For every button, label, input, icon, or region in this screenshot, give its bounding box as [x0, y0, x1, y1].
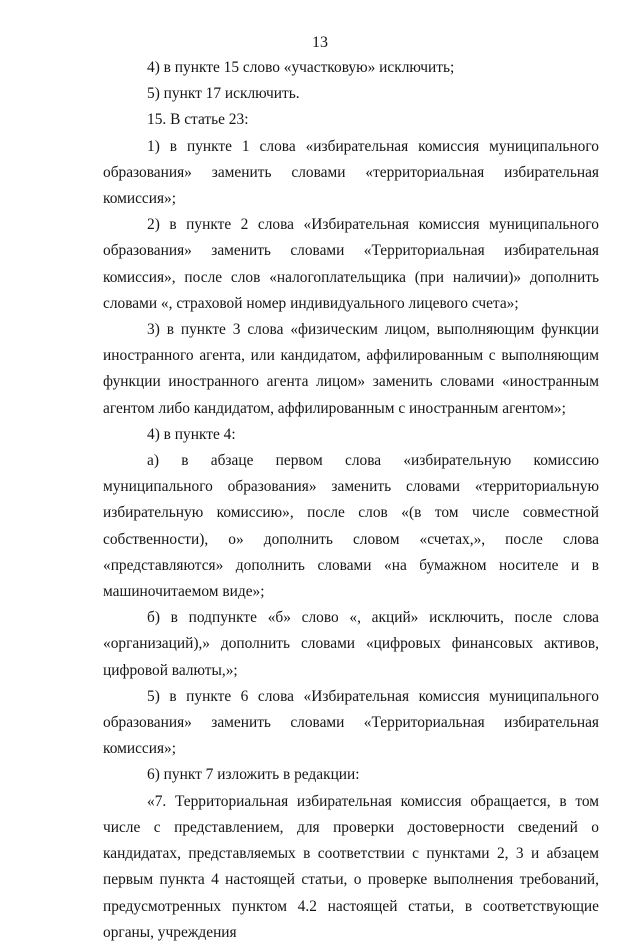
paragraph: «7. Территориальная избирательная комиссия обращается, в том числе с представлением, для проверки достоверности сведений о кандидатах, представляемых в соответствии с пунктами 2, 3 и абзацем первым пункта 4 настоящей статьи, о проверке выполнения требований, предусмотренных пунктом 4.2 настоящей статьи, в соответствующие органы, учреждения: [103, 792, 599, 941]
paragraph: 4) в пункте 4:: [147, 425, 236, 443]
document-body: [103, 55, 599, 946]
paragraph: 5) в пункте 6 слова «Избирательная комиссия муниципального образования» заменить словами «Территориальная избирательная комиссия»;: [103, 687, 599, 758]
paragraph: 5) пункт 17 исключить.: [147, 85, 300, 103]
page-number: 13: [312, 34, 328, 51]
paragraph: 1) в пункте 1 слова «избирательная комиссия муниципального образования» заменить словами «территориальная избирательная комиссия»;: [103, 137, 599, 208]
paragraph: 15. В статье 23:: [147, 111, 249, 129]
paragraph: а) в абзаце первом слова «избирательную комиссию муниципального образования» заменить словами «территориальную избирательную комиссию», после слов «(в том числе совместной собственности), о» дополнить словом «счетах,», после слова «представляются» дополнить словами «на бумажном носителе и в машиночитаемом виде»;: [103, 452, 599, 601]
paragraph: 3) в пункте 3 слова «физическим лицом, выполняющим функции иностранного агента, или кандидатом, аффилированным с выполняющим функции иностранного агента лицом» заменить словами «иностранным агентом либо кандидатом, аффилированным с иностранным агентом»;: [103, 321, 599, 417]
paragraph: б) в подпункте «б» слово «, акций» исключить, после слова «организаций),» дополнить словами «цифровых финансовых активов, цифровой валюты,»;: [103, 609, 599, 679]
paragraph: 4) в пункте 15 слово «участковую» исключить;: [147, 59, 455, 76]
paragraph: 2) в пункте 2 слова «Избирательная комиссия муниципального образования» заменить словами «Территориальная избирательная комиссия», после слов «налогоплательщика (при наличии)» дополнить словами «, страховой номер индивидуального лицевого счета»;: [103, 216, 599, 312]
paragraph: 6) пункт 7 изложить в редакции:: [147, 766, 360, 784]
